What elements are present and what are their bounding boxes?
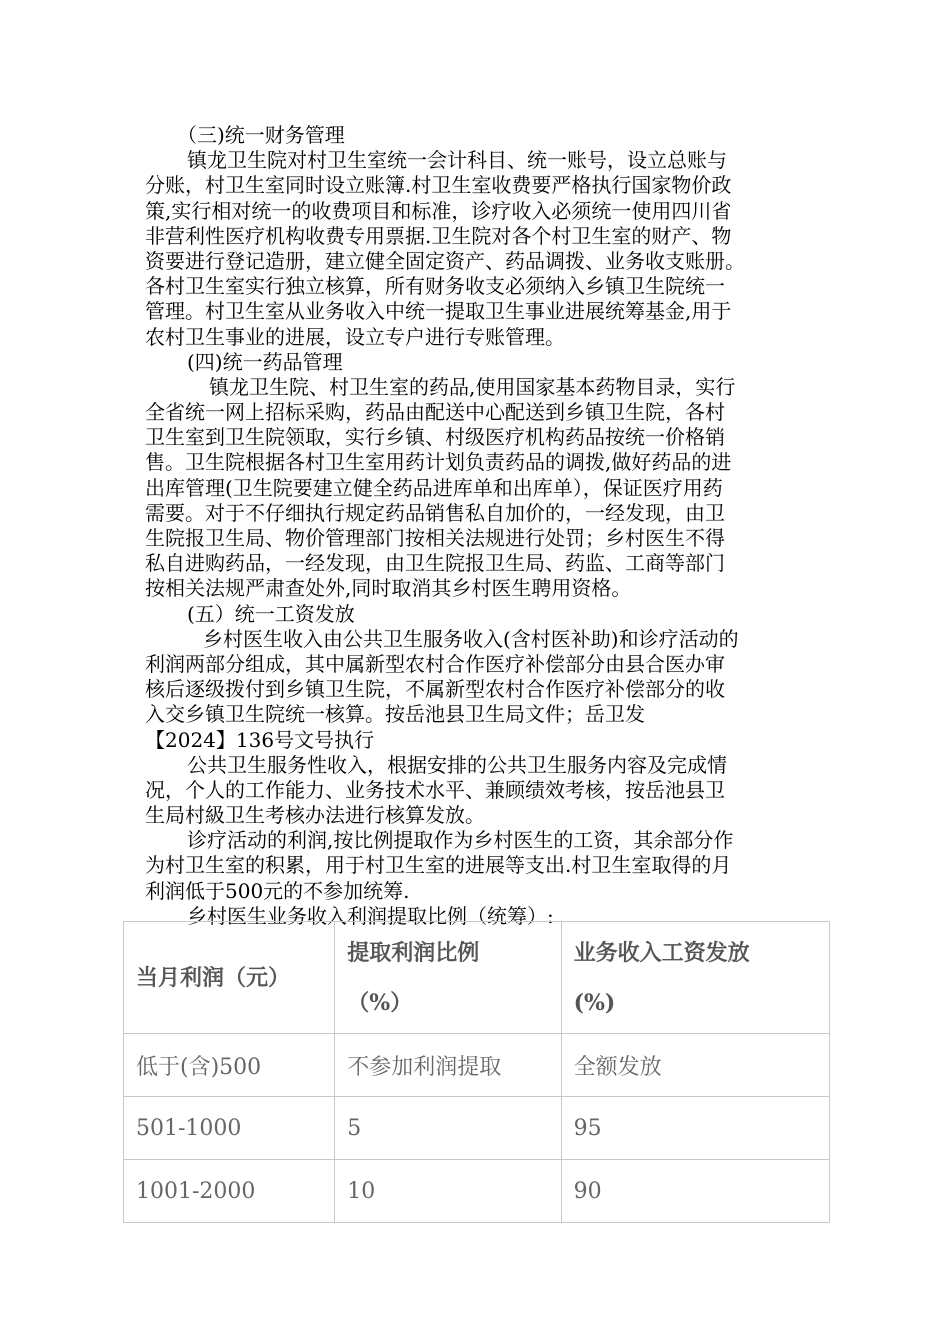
paragraph-line: 非营利性医疗机构收费专用票据.卫生院对各个村卫生室的财产、物: [145, 223, 732, 248]
paragraph-line: 卫生室到卫生院领取，实行乡镇、村级医疗机构药品按统一价格销: [145, 425, 725, 450]
paragraph-line: 分账，村卫生室同时设立账簿.村卫生室收费要严格执行国家物价政: [145, 173, 732, 198]
paragraph-line: 农村卫生事业的进展，设立专户进行专账管理。: [145, 324, 565, 349]
paragraph-line: 私自进购药品，一经发现，由卫生院报卫生局、药监、工商等部门: [145, 551, 725, 576]
paragraph-line: 公共卫生服务性收入，根据安排的公共卫生服务内容及完成情: [187, 752, 727, 777]
table-row: [124, 1160, 830, 1223]
paragraph-line: 为村卫生室的积累，用于村卫生室的进展等支出.村卫生室取得的月: [145, 853, 732, 878]
paragraph-line: 策,实行相对统一的收费项目和标准，诊疗收入必须统一使用四川省: [145, 198, 732, 223]
table-cell: 95: [561, 1097, 829, 1160]
paragraph-line: 利润低于500元的不参加统筹.: [145, 878, 410, 903]
table-cell: 90: [561, 1160, 829, 1223]
paragraph-line: 镇龙卫生院对村卫生室统一会计科目、统一账号，设立总账与: [187, 148, 727, 173]
paragraph-line: 况，个人的工作能力、业务技术水平、兼顾绩效考核，按岳池县卫: [145, 777, 725, 802]
paragraph-line: 出库管理(卫生院要建立健全药品进库单和出库单），保证医疗用药: [145, 475, 723, 500]
table-cell: 全额发放: [561, 1034, 829, 1097]
header-extraction-ratio-text: 提取利润比例: [347, 939, 480, 966]
section-heading-finance: （三)统一财务管理: [177, 123, 345, 147]
paragraph-line: 管理。村卫生室从业务收入中统一提取卫生事业进展统筹基金,用于: [145, 299, 732, 324]
paragraph-line: 资要进行登记造册，建立健全固定资产、药品调拨、业务收支账册。: [145, 248, 745, 273]
table-row: [124, 1097, 830, 1160]
paragraph-line: 各村卫生室实行独立核算，所有财务收支必须纳入乡镇卫生院统一: [145, 274, 725, 299]
paragraph-line: 全省统一网上招标采购，药品由配送中心配送到乡镇卫生院，各村: [145, 400, 725, 425]
paragraph-line: 生局村級卫生考核办法进行核算发放。: [145, 803, 485, 828]
table-cell: 低于(含)500: [124, 1034, 335, 1097]
paragraph-line: 利润两部分组成，其中属新型农村合作医疗补偿部分由县合医办审: [145, 651, 725, 676]
paragraph-line: 需要。对于不仔细执行规定药品销售私自加价的，一经发现，由卫: [145, 500, 725, 525]
document-body: [145, 123, 805, 929]
table-row: [124, 1034, 830, 1097]
paragraph-line: 入交乡镇卫生院统一核算。按岳池县卫生局文件；岳卫发: [145, 702, 645, 727]
paragraph-line: 按相关法规严肃查处外,同时取消其乡村医生聘用资格。: [145, 576, 632, 601]
header-wage-ratio: [561, 922, 829, 1034]
table-caption: 乡村医生业务收入利润提取比例（统筹）:: [187, 903, 554, 928]
header-wage-ratio-unit: (%): [573, 989, 616, 1016]
table-cell: 1001-2000: [124, 1160, 335, 1223]
table-header-row: [124, 922, 830, 1034]
profit-ratio-table: [123, 921, 830, 1223]
table-cell: 不参加利润提取: [335, 1034, 561, 1097]
paragraph-line: 【2024】136号文号执行: [145, 727, 375, 752]
section-heading-medicine: (四)统一药品管理: [187, 349, 343, 374]
paragraph-line: 售。卫生院根据各村卫生室用药计划负责药品的调拨,做好药品的进: [145, 450, 732, 475]
paragraph-line: 诊疗活动的利润,按比例提取作为乡村医生的工资，其余部分作: [187, 828, 734, 853]
paragraph-line: 镇龙卫生院、村卫生室的药品,使用国家基本药物目录，实行: [209, 374, 736, 399]
paragraph-line: 生院报卫生局、物价管理部门按相关法规进行处罚；乡村医生不得: [145, 526, 725, 550]
header-extraction-ratio-unit: （%）: [347, 989, 413, 1016]
table-cell: 10: [335, 1160, 561, 1223]
header-wage-ratio-text: 业务收入工资发放: [573, 939, 750, 966]
paragraph-line: 核后逐级拨付到乡镇卫生院，不属新型农村合作医疗补偿部分的收: [145, 677, 725, 702]
table-cell: 5: [335, 1097, 561, 1160]
header-extraction-ratio: [335, 922, 561, 1034]
table-cell: 501-1000: [124, 1097, 335, 1160]
header-monthly-profit: 当月利润（元）: [124, 922, 335, 1034]
section-heading-wages: (五）统一工资发放: [187, 601, 355, 626]
paragraph-line: 乡村医生收入由公共卫生服务收入(含村医补助)和诊疗活动的: [203, 626, 739, 651]
